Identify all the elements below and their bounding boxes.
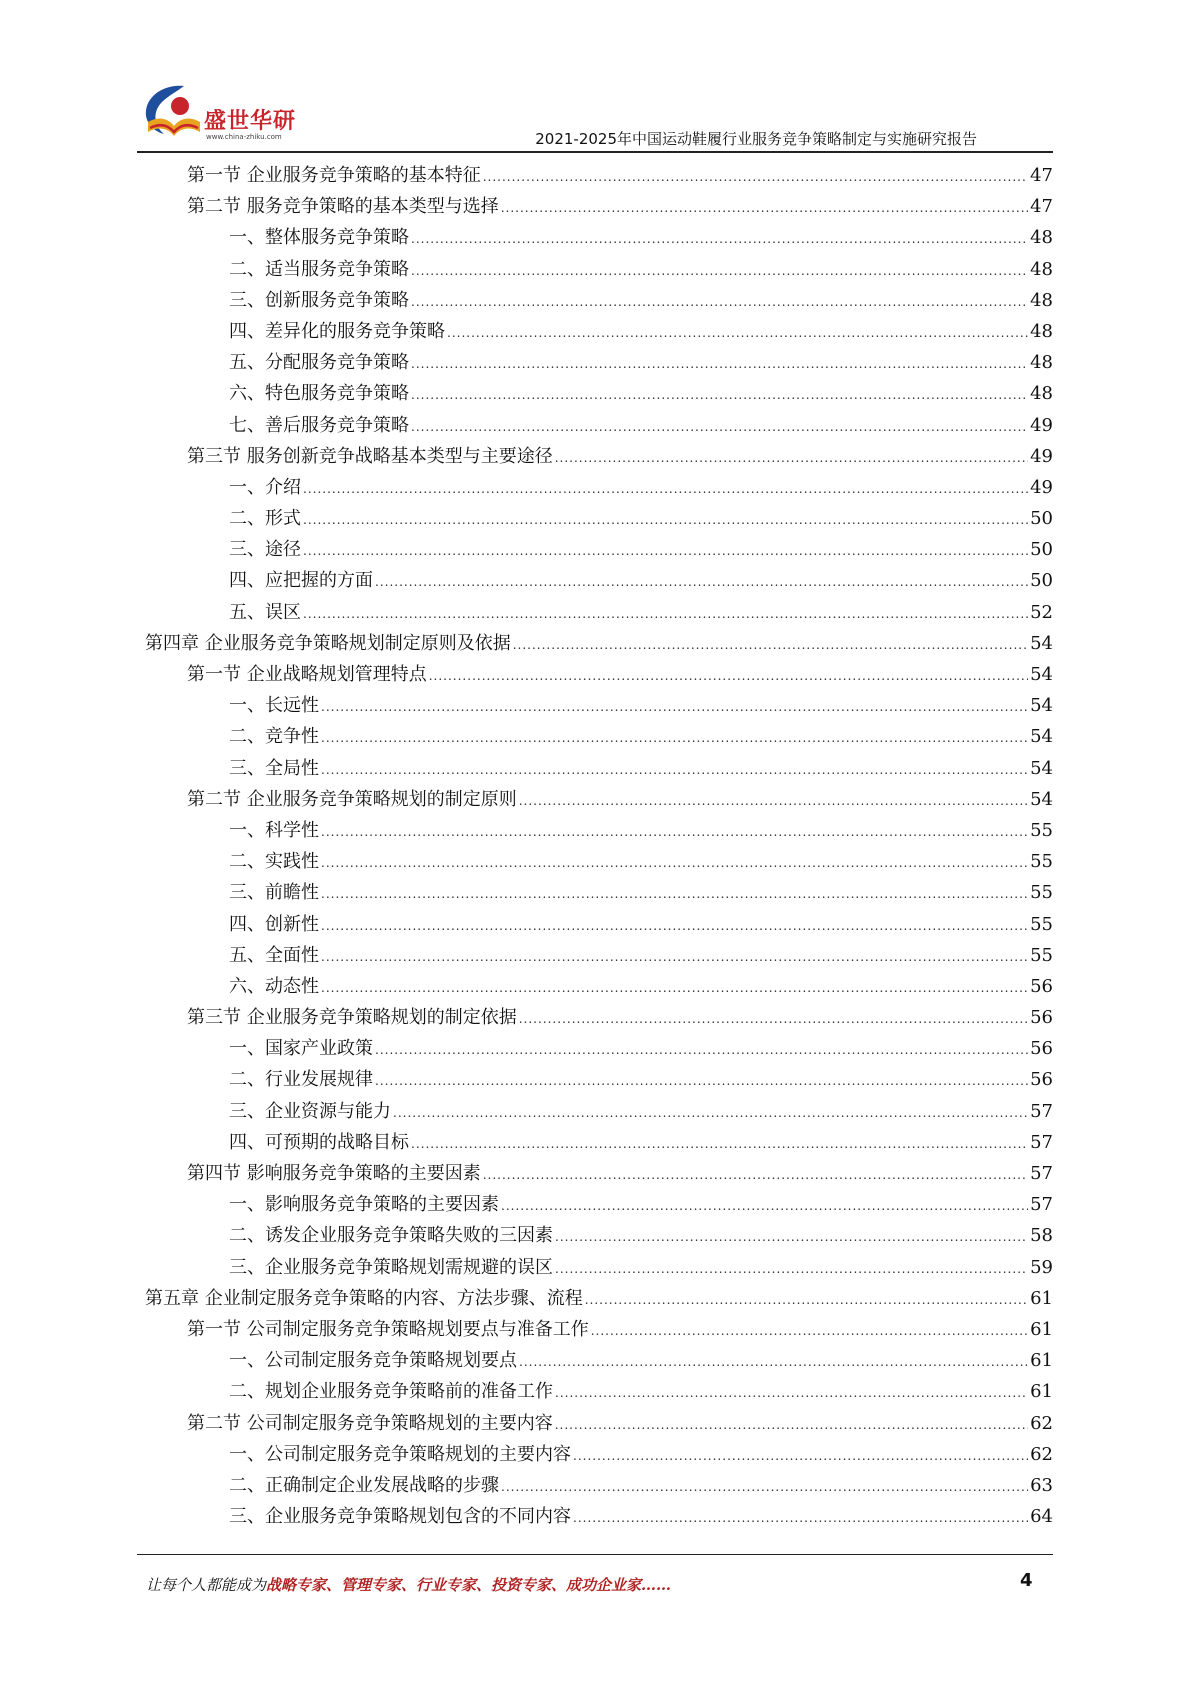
toc-entry[interactable]: [145, 441, 1053, 472]
toc-dot-leader: [429, 661, 1028, 692]
toc-dot-leader: [483, 1160, 1028, 1191]
toc-dot-leader: [321, 848, 1028, 879]
toc-entry-page: 56: [1030, 1038, 1053, 1060]
toc-dot-leader: [483, 162, 1028, 193]
toc-entry[interactable]: [145, 971, 1053, 1002]
toc-entry[interactable]: [145, 909, 1053, 940]
toc-dot-leader: [585, 1285, 1028, 1316]
toc-dot-leader: [321, 911, 1028, 942]
toc-entry-title: 五、全面性: [229, 944, 319, 966]
toc-entry-page: 62: [1030, 1443, 1053, 1465]
toc-dot-leader: [411, 256, 1028, 287]
toc-entry-page: 55: [1030, 944, 1053, 966]
toc-entry[interactable]: [145, 1252, 1053, 1283]
toc-dot-leader: [303, 474, 1028, 505]
toc-entry[interactable]: [145, 222, 1053, 253]
toc-entry-title: 第一节 企业战略规划管理特点: [187, 664, 427, 685]
book-swoosh-logo-icon: [140, 82, 206, 146]
toc-entry-page: 58: [1030, 1225, 1053, 1247]
toc-entry-title: 第一节 企业服务竞争策略的基本特征: [187, 165, 481, 186]
toc-entry[interactable]: [145, 659, 1053, 690]
toc-entry[interactable]: [145, 815, 1053, 846]
toc-dot-leader: [573, 1503, 1028, 1534]
toc-entry-page: 48: [1030, 258, 1053, 280]
toc-entry[interactable]: [145, 1127, 1053, 1158]
toc-entry-page: 55: [1030, 819, 1053, 841]
toc-entry[interactable]: [145, 1158, 1053, 1189]
toc-dot-leader: [321, 723, 1028, 754]
toc-entry-title: 第一节 公司制定服务竞争策略规划要点与准备工作: [187, 1318, 589, 1340]
toc-entry-title: 一、整体服务竞争策略: [229, 227, 409, 249]
toc-entry-page: 56: [1030, 1069, 1053, 1091]
toc-entry-page: 61: [1030, 1318, 1053, 1340]
logo-url: www.china-zhiku.com: [206, 133, 282, 141]
toc-entry[interactable]: [145, 316, 1053, 347]
toc-entry[interactable]: [145, 1189, 1053, 1220]
toc-entry-title: 六、特色服务竞争策略: [229, 383, 409, 405]
toc-entry[interactable]: [145, 1064, 1053, 1095]
toc-entry[interactable]: [145, 565, 1053, 596]
toc-entry-title: 三、途径: [229, 539, 301, 561]
toc-entry[interactable]: [145, 753, 1053, 784]
toc-entry-page: 62: [1030, 1412, 1053, 1434]
toc-dot-leader: [501, 1472, 1028, 1503]
toc-entry[interactable]: [145, 1376, 1053, 1407]
toc-entry-title: 一、公司制定服务竞争策略规划的主要内容: [229, 1443, 571, 1465]
toc-dot-leader: [411, 412, 1028, 443]
toc-dot-leader: [513, 630, 1028, 661]
toc-entry-page: 48: [1030, 352, 1053, 374]
toc-entry[interactable]: [145, 1096, 1053, 1127]
toc-dot-leader: [555, 1222, 1028, 1253]
toc-entry-page: 50: [1030, 570, 1053, 592]
toc-entry-page: 61: [1030, 1381, 1053, 1403]
toc-entry-title: 第二节 服务竞争策略的基本类型与选择: [187, 196, 499, 218]
toc-entry-page: 61: [1030, 1350, 1053, 1372]
toc-entry-title: 三、全局性: [229, 757, 319, 779]
toc-entry[interactable]: [145, 690, 1053, 721]
toc-entry[interactable]: [145, 1439, 1053, 1470]
toc-entry-title: 第四章 企业服务竞争策略规划制定原则及依据: [145, 632, 511, 654]
toc-entry[interactable]: [145, 597, 1053, 628]
toc-dot-leader: [393, 1098, 1028, 1129]
toc-entry[interactable]: [145, 347, 1053, 378]
toc-entry-page: 47: [1030, 165, 1053, 186]
toc-entry-title: 七、善后服务竞争策略: [229, 414, 409, 436]
toc-dot-leader: [303, 599, 1028, 630]
toc-entry[interactable]: [145, 1033, 1053, 1064]
toc-entry-page: 54: [1030, 757, 1053, 779]
toc-entry-title: 一、科学性: [229, 819, 319, 841]
toc-entry-title: 五、误区: [229, 601, 301, 623]
toc-entry-page: 49: [1030, 414, 1053, 436]
toc-entry-title: 第二节 公司制定服务竞争策略规划的主要内容: [187, 1412, 553, 1434]
toc-entry-page: 49: [1030, 445, 1053, 467]
toc-entry[interactable]: [145, 472, 1053, 503]
toc-entry[interactable]: [145, 628, 1053, 659]
toc-dot-leader: [411, 224, 1028, 255]
toc-entry-title: 三、企业服务竞争策略规划包含的不同内容: [229, 1506, 571, 1528]
toc-entry-page: 52: [1030, 601, 1053, 623]
toc-entry-page: 61: [1030, 1287, 1053, 1309]
toc-entry-page: 55: [1030, 882, 1053, 904]
toc-entry-title: 三、创新服务竞争策略: [229, 289, 409, 311]
toc-entry-title: 二、实践性: [229, 851, 319, 873]
toc-entry-title: 二、形式: [229, 508, 301, 530]
toc-entry[interactable]: [145, 1220, 1053, 1251]
toc-dot-leader: [555, 1378, 1028, 1409]
toc-dot-leader: [501, 193, 1028, 224]
toc-dot-leader: [411, 349, 1028, 380]
toc-entry-page: 59: [1030, 1256, 1053, 1278]
toc-entry-title: 第三节 企业服务竞争策略规划的制定依据: [187, 1007, 517, 1029]
toc-dot-leader: [321, 973, 1028, 1004]
toc-dot-leader: [321, 755, 1028, 786]
toc-entry-title: 五、分配服务竞争策略: [229, 352, 409, 374]
toc-dot-leader: [519, 1347, 1028, 1378]
toc-entry[interactable]: [145, 1470, 1053, 1501]
toc-dot-leader: [555, 443, 1028, 474]
toc-entry-title: 一、国家产业政策: [229, 1038, 373, 1060]
toc-entry-title: 二、规划企业服务竞争策略前的准备工作: [229, 1381, 553, 1403]
toc-entry[interactable]: [145, 191, 1053, 222]
toc-entry-title: 一、介绍: [229, 476, 301, 498]
toc-entry-title: 二、竞争性: [229, 726, 319, 748]
toc-entry-page: 49: [1030, 476, 1053, 498]
toc-entry-title: 二、适当服务竞争策略: [229, 258, 409, 280]
toc-entry[interactable]: [145, 1501, 1053, 1532]
toc-entry-title: 四、创新性: [229, 913, 319, 935]
table-of-contents: [145, 160, 1053, 1532]
toc-entry-page: 54: [1030, 632, 1053, 654]
toc-entry-page: 54: [1030, 695, 1053, 717]
toc-entry[interactable]: [145, 534, 1053, 565]
footer-slogan: [146, 1574, 671, 1595]
toc-entry-page: 54: [1030, 664, 1053, 685]
toc-dot-leader: [375, 1035, 1028, 1066]
toc-dot-leader: [591, 1316, 1028, 1347]
toc-entry-page: 57: [1030, 1131, 1053, 1153]
logo-name: 盛世华研: [204, 109, 297, 134]
toc-entry-page: 57: [1030, 1100, 1053, 1122]
toc-entry-page: 50: [1030, 508, 1053, 530]
page-number: 4: [1020, 1570, 1033, 1591]
toc-entry-page: 56: [1030, 1007, 1053, 1029]
toc-entry[interactable]: [145, 940, 1053, 971]
toc-entry-title: 一、公司制定服务竞争策略规划要点: [229, 1350, 517, 1372]
footer-divider: [137, 1554, 1053, 1555]
toc-entry[interactable]: [145, 378, 1053, 409]
toc-entry-title: 第四节 影响服务竞争策略的主要因素: [187, 1163, 481, 1184]
toc-entry-page: 57: [1030, 1163, 1053, 1184]
toc-entry-page: 57: [1030, 1194, 1053, 1216]
toc-entry[interactable]: [145, 877, 1053, 908]
toc-dot-leader: [519, 1004, 1028, 1035]
toc-entry-page: 54: [1030, 788, 1053, 810]
toc-entry-page: 48: [1030, 383, 1053, 405]
toc-entry[interactable]: [145, 285, 1053, 316]
toc-entry[interactable]: [145, 1283, 1053, 1314]
toc-entry-title: 二、诱发企业服务竞争策略失败的三因素: [229, 1225, 553, 1247]
toc-entry-title: 第五章 企业制定服务竞争策略的内容、方法步骤、流程: [145, 1287, 583, 1309]
company-logo: [140, 82, 320, 146]
toc-entry-title: 二、行业发展规律: [229, 1069, 373, 1091]
toc-dot-leader: [519, 786, 1028, 817]
toc-entry-title: 一、长远性: [229, 695, 319, 717]
toc-entry[interactable]: [145, 410, 1053, 441]
slogan-prefix: 让每个人都能成为: [146, 1576, 267, 1594]
toc-entry[interactable]: [145, 254, 1053, 285]
toc-entry-title: 三、企业服务竞争策略规划需规避的误区: [229, 1256, 553, 1278]
toc-dot-leader: [411, 1129, 1028, 1160]
toc-entry[interactable]: [145, 1408, 1053, 1439]
toc-entry-title: 三、企业资源与能力: [229, 1100, 391, 1122]
toc-entry[interactable]: [145, 160, 1053, 191]
toc-dot-leader: [303, 505, 1028, 536]
toc-dot-leader: [303, 536, 1028, 567]
toc-entry-page: 48: [1030, 289, 1053, 311]
toc-entry-title: 四、可预期的战略目标: [229, 1131, 409, 1153]
toc-entry-title: 四、应把握的方面: [229, 570, 373, 592]
toc-dot-leader: [321, 692, 1028, 723]
toc-entry-page: 55: [1030, 851, 1053, 873]
slogan-roles: 战略专家、管理专家、行业专家、投资专家、成功企业家……: [266, 1576, 672, 1594]
toc-entry-title: 二、正确制定企业发展战略的步骤: [229, 1474, 499, 1496]
toc-dot-leader: [411, 380, 1028, 411]
toc-entry-page: 64: [1030, 1506, 1053, 1528]
toc-entry[interactable]: [145, 1314, 1053, 1345]
toc-entry-page: 55: [1030, 913, 1053, 935]
header-divider: [137, 151, 1053, 153]
toc-entry-page: 56: [1030, 975, 1053, 997]
toc-entry[interactable]: [145, 721, 1053, 752]
toc-entry-title: 第三节 服务创新竞争战略基本类型与主要途径: [187, 445, 553, 467]
toc-entry-title: 六、动态性: [229, 975, 319, 997]
toc-entry-title: 三、前瞻性: [229, 882, 319, 904]
toc-entry[interactable]: [145, 784, 1053, 815]
toc-entry-title: 四、差异化的服务竞争策略: [229, 320, 445, 342]
toc-entry[interactable]: [145, 1345, 1053, 1376]
toc-dot-leader: [573, 1441, 1028, 1472]
toc-entry[interactable]: [145, 1002, 1053, 1033]
toc-dot-leader: [321, 879, 1028, 910]
toc-entry[interactable]: [145, 503, 1053, 534]
toc-dot-leader: [375, 1066, 1028, 1097]
toc-entry-page: 48: [1030, 320, 1053, 342]
toc-entry-title: 一、影响服务竞争策略的主要因素: [229, 1194, 499, 1216]
toc-dot-leader: [555, 1410, 1028, 1441]
toc-dot-leader: [447, 318, 1028, 349]
toc-entry[interactable]: [145, 846, 1053, 877]
toc-entry-page: 50: [1030, 539, 1053, 561]
toc-entry-page: 48: [1030, 227, 1053, 249]
toc-entry-title: 第二节 企业服务竞争策略规划的制定原则: [187, 788, 517, 810]
report-title: 2021-2025年中国运动鞋履行业服务竞争策略制定与实施研究报告: [535, 130, 977, 148]
toc-entry-page: 63: [1030, 1474, 1053, 1496]
toc-dot-leader: [321, 942, 1028, 973]
toc-entry-page: 54: [1030, 726, 1053, 748]
toc-dot-leader: [375, 567, 1028, 598]
toc-dot-leader: [501, 1191, 1028, 1222]
toc-dot-leader: [411, 287, 1028, 318]
toc-dot-leader: [321, 817, 1028, 848]
toc-dot-leader: [555, 1254, 1028, 1285]
toc-entry-page: 47: [1030, 196, 1053, 218]
